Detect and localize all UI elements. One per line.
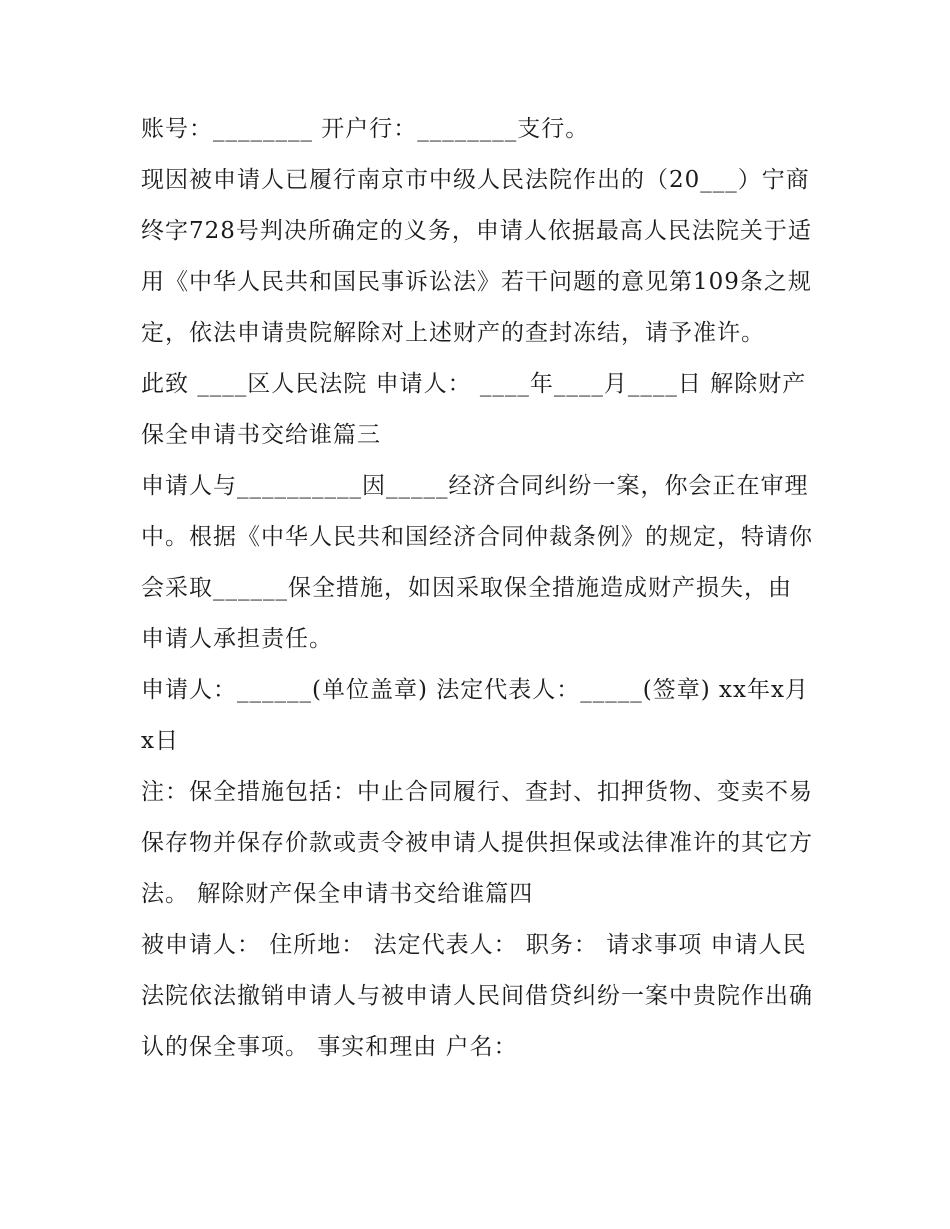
document-page [141, 104, 813, 1073]
closing-signature-paragraph: 此致 ____区人民法院 申请人： ____年____月____日 解除财产保全申请书交给谁篇三 [141, 371, 807, 448]
account-line: 账号：________ 开户行：________支行。 [141, 116, 590, 142]
applicant-signature-line: 申请人：______(单位盖章) 法定代表人：_____(签章) xx年x月x日 [141, 677, 809, 754]
applicant-statement-paragraph: 申请人与__________因_____经济合同纠纷一案，你会正在审理中。根据《中华人民共和国经济合同仲裁条例》的规定，特请你会采取______保全措施，如因采取保全措施造成财产损失，由申请人承担责任。 [141, 473, 813, 652]
request-reason-paragraph: 现因被申请人已履行南京市中级人民法院作出的（20___）宁商终字728号判决所确定的义务，申请人依据最高人民法院关于适用《中华人民共和国民事诉讼法》若干问题的意见第109条之规定，依法申请贵院解除对上述财产的查封冻结，请予准许。 [141, 167, 812, 346]
note-paragraph: 注：保全措施包括：中止合同履行、查封、扣押货物、变卖不易保存物并保存价款或责令被申请人提供担保或法律准许的其它方法。 解除财产保全申请书交给谁篇四 [141, 779, 813, 907]
respondent-paragraph: 被申请人： 住所地： 法定代表人： 职务： 请求事项 申请人民法院依法撤销申请人与被申请人民间借贷纠纷一案中贵院作出确认的保全事项。 事实和理由 户名： [141, 932, 813, 1060]
